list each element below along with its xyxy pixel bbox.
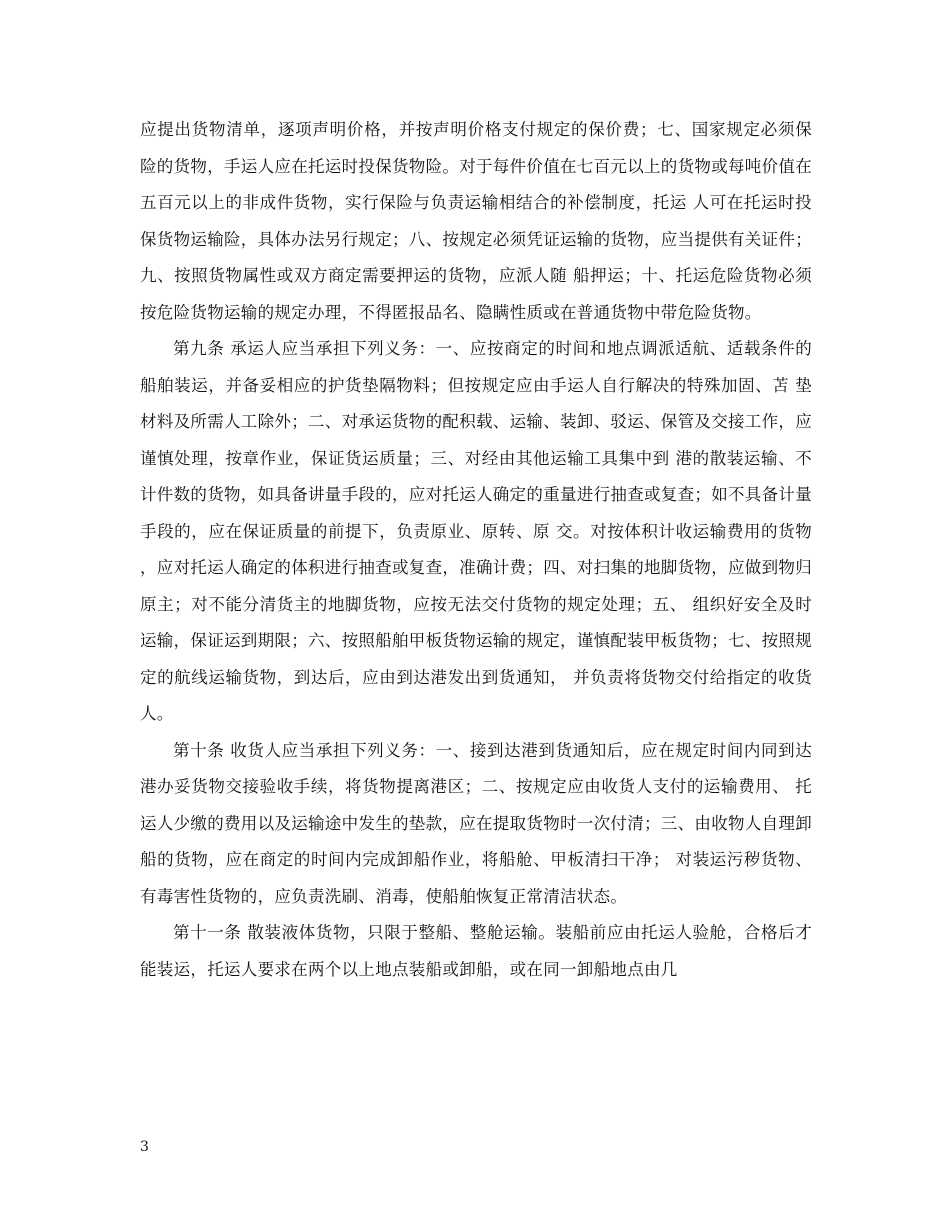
paragraph-continuation: 应提出货物清单，逐项声明价格，并按声明价格支付规定的保价费；七、国家规定必须保 险的货物，手运人应在托运时投保货物险。对于每件价值在七百元以上的货物或每吨价值在五百元以上的非成件货物，实行保险与负责运输相结合的补偿制度，托运 人可在托运时投保货物运输险，具体办法另行规定；八、按规定必须凭证运输的货物，应当提供有关证件；九、按照货物属性或双方商定需要押运的货物，应派人随 船押运；十、托运危险货物必须按危险货物运输的规定办理，不得匿报品名、隐瞒性质或在普通货物中带危险货物。 [140, 120, 812, 322]
document-body [140, 112, 812, 988]
paragraph-article-9: 第九条 承运人应当承担下列义务：一、应按商定的时间和地点调派适航、适载条件的船舶装运，并备妥相应的护货垫隔物料；但按规定应由手运人自行解决的特殊加固、苫 垫材料及所需人工除外；二、对承运货物的配积载、运输、装卸、驳运、保管及交接工作，应谨慎处理，按章作业，保证货运质量；三、对经由其他运输工具集中到 港的散装运输、不计件数的货物，如具备讲量手段的，应对托运人确定的重量进行抽查或复查；如不具备计量手段的，应在保证质量的前提下，负责原业、原转、原 交。对按体积计收运输费用的货物 ，应对托运人确定的体积进行抽查或复查，准确计费；四、对扫集的地脚货物，应做到物归原主；对不能分清货主的地脚货物，应按无法交付货物的规定处理；五、 组织好安全及时运输，保证运到期限；六、按照船舶甲板货物运输的规定，谨慎配装甲板货物；七、按照规定的航线运输货物，到达后，应由到达港发出到货通知， 并负责将货物交付给指定的收货人。 [140, 339, 812, 723]
page-number: 3 [140, 1139, 149, 1155]
paragraph-article-10: 第十条 收货人应当承担下列义务：一、接到达港到货通知后，应在规定时间内同到达港办妥货物交接验收手续，将货物提离港区；二、按规定应由收货人支付的运输费用、 托运人少缴的费用以及运输途中发生的垫款，应在提取货物时一次付清；三、由收物人自理卸船的货物，应在商定的时间内完成卸船作业，将船舱、甲板清扫干净； 对装运污秽货物、有毒害性货物的，应负责洗刷、消毒，使船舶恢复正常清洁状态。 [140, 740, 812, 906]
paragraph-article-11: 第十一条 散装液体货物，只限于整船、整舱运输。装船前应由托运人验舱，合格后才能装运，托运人要求在两个以上地点装船或卸船，或在同一卸船地点由几 [140, 923, 812, 979]
